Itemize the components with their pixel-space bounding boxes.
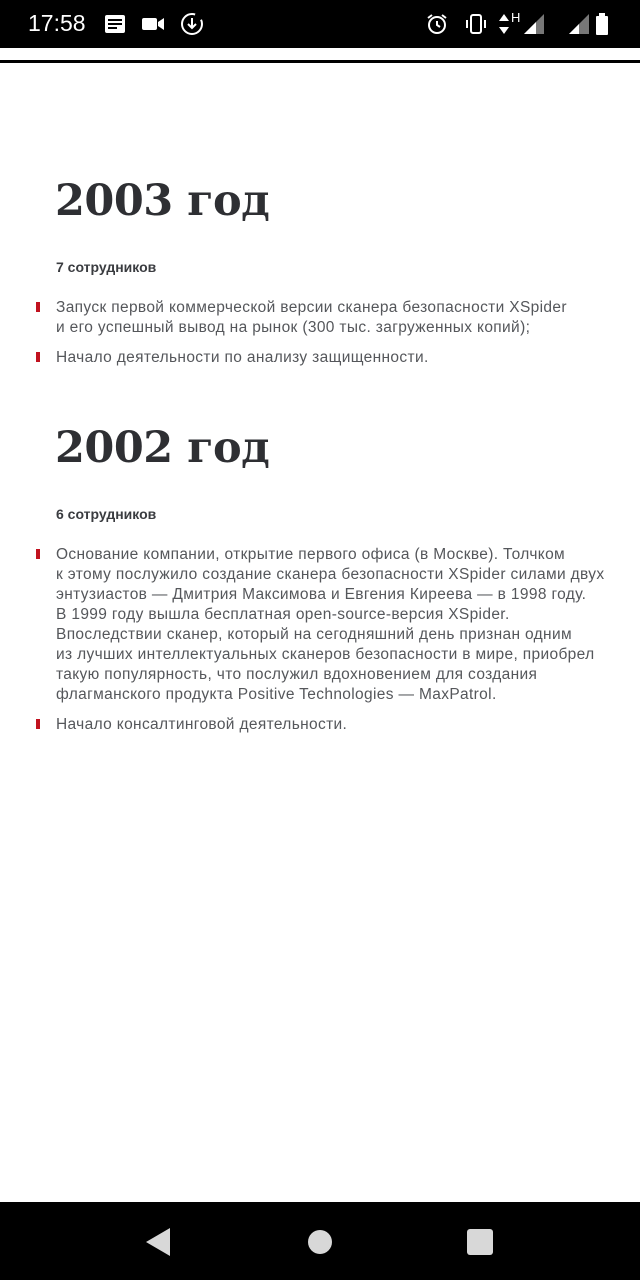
battery-icon	[594, 12, 610, 36]
milestones-list-2002	[0, 545, 640, 745]
video-call-icon	[141, 12, 165, 36]
vibrate-icon	[464, 12, 488, 36]
status-bar	[0, 0, 640, 48]
signal-2-icon	[567, 12, 591, 36]
data-arrows-icon	[497, 12, 511, 36]
status-time: 17:58	[28, 10, 86, 36]
year-heading-2002: 2002 год	[55, 423, 270, 473]
bullet-marker	[36, 719, 40, 729]
navigation-bar	[0, 1202, 640, 1280]
bullet-marker	[36, 352, 40, 362]
bullet-marker	[36, 302, 40, 312]
milestones-list-2003	[0, 298, 640, 378]
year-heading-2003: 2003 год	[55, 176, 270, 226]
top-divider	[0, 60, 640, 63]
employee-count-2002: 6 сотрудников	[56, 506, 157, 522]
list-item-text: Основание компании, открытие первого офиса (в Москве). Толчком к этому послужило создание сканера безопасности XSpider силами двух энтузиастов — Дмитрия Максимова и Евгения Киреева — в 1998 году. В 1999 году вышла бесплатная open-source-версия XSpider. Впоследствии сканер, который на сегодняшний день признан одним из лучших интеллектуальных сканеров безопасности в мире, приобрел такую популярность, что послужил вдохновением для создания флагманского продукта Positive Technologies — MaxPatrol.	[56, 546, 605, 703]
list-item-text: Начало деятельности по анализу защищенности.	[56, 349, 429, 366]
notes-icon	[103, 12, 127, 36]
list-item	[0, 715, 640, 735]
list-item	[0, 348, 640, 368]
network-type-label: H	[511, 10, 521, 25]
alarm-icon	[425, 12, 449, 36]
list-item	[0, 298, 640, 338]
bullet-marker	[36, 549, 40, 559]
recents-icon[interactable]	[467, 1229, 493, 1255]
list-item	[0, 545, 640, 705]
home-icon[interactable]	[308, 1230, 332, 1254]
list-item-text: Запуск первой коммерческой версии сканера безопасности XSpider и его успешный вывод на рынок (300 тыс. загруженных копий);	[56, 299, 567, 336]
download-icon	[180, 12, 204, 36]
employee-count-2003: 7 сотрудников	[56, 259, 157, 275]
signal-icon	[522, 12, 546, 36]
back-icon[interactable]	[146, 1228, 170, 1256]
list-item-text: Начало консалтинговой деятельности.	[56, 716, 348, 733]
